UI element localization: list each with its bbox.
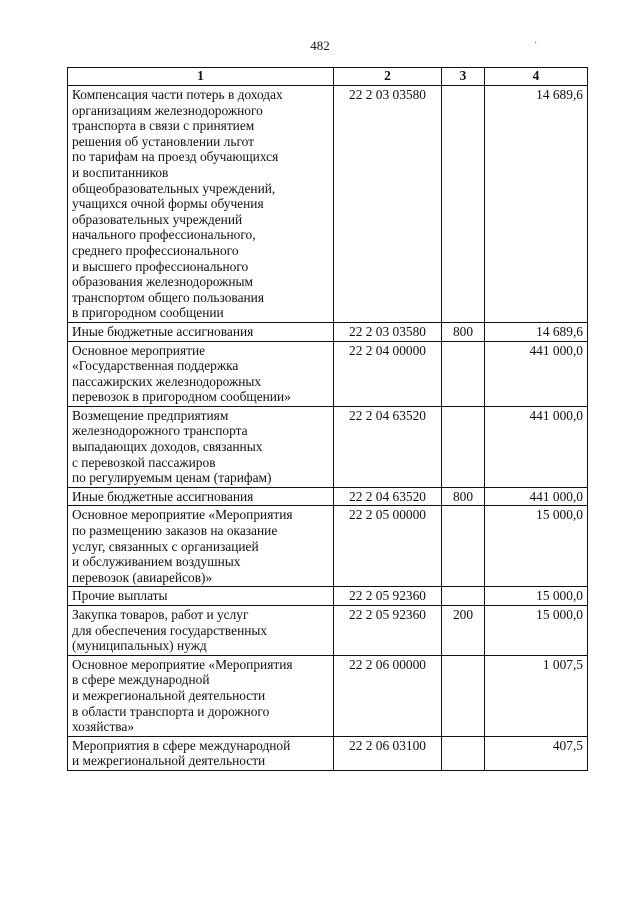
- row-name-line: Основное мероприятие: [72, 342, 206, 358]
- row-name-line: в сфере международной: [72, 672, 210, 688]
- row-name-line: с перевозкой пассажиров: [72, 454, 216, 470]
- row-name-cell: [68, 736, 334, 770]
- row-expense-type-cell: [442, 587, 485, 606]
- row-name-line: образовательных учреждений: [72, 211, 243, 227]
- row-name-line: учащихся очной формы обучения: [72, 196, 264, 212]
- row-name-line: образования железнодорожным: [72, 274, 254, 290]
- table-row: [68, 587, 588, 606]
- table-row: [68, 736, 588, 770]
- row-name-line: транспорта в связи с принятием: [72, 118, 255, 134]
- row-code-cell: 22 2 03 03580: [334, 86, 442, 323]
- row-amount-cell: 441 000,0: [485, 406, 588, 487]
- row-expense-type-cell: 200: [442, 606, 485, 656]
- row-name-cell: [68, 406, 334, 487]
- row-name-line: Иные бюджетные ассигнования: [72, 488, 254, 504]
- stray-mark: ': [535, 40, 537, 50]
- column-header-name: 1: [68, 68, 334, 86]
- row-name-line: пассажирских железнодорожных: [72, 373, 262, 389]
- row-name-line: Прочие выплаты: [72, 588, 168, 604]
- row-name-cell: [68, 341, 334, 406]
- row-expense-type-cell: 800: [442, 487, 485, 506]
- row-code-cell: 22 2 05 00000: [334, 506, 442, 587]
- row-amount-cell: 15 000,0: [485, 506, 588, 587]
- row-amount-cell: 441 000,0: [485, 341, 588, 406]
- table-row: [68, 322, 588, 341]
- row-name-line: среднего профессионального: [72, 242, 239, 258]
- table-row: [68, 655, 588, 736]
- row-amount-cell: 14 689,6: [485, 86, 588, 323]
- row-amount-cell: 441 000,0: [485, 487, 588, 506]
- row-code-cell: 22 2 04 63520: [334, 406, 442, 487]
- row-expense-type-cell: [442, 341, 485, 406]
- row-code-cell: 22 2 03 03580: [334, 322, 442, 341]
- row-amount-cell: 1 007,5: [485, 655, 588, 736]
- row-name-cell: [68, 655, 334, 736]
- row-name-line: и высшего профессионального: [72, 258, 249, 274]
- row-name-line: и межрегиональной деятельности: [72, 687, 266, 703]
- row-name-line: Мероприятия в сфере международной: [72, 737, 291, 753]
- row-name-line: (муниципальных) нужд: [72, 638, 207, 654]
- row-name-line: и межрегиональной деятельности: [72, 753, 266, 769]
- row-code-cell: 22 2 06 00000: [334, 655, 442, 736]
- row-name-line: железнодорожного транспорта: [72, 423, 248, 439]
- row-name-cell: [68, 606, 334, 656]
- row-name-line: хозяйства»: [72, 719, 135, 735]
- row-name-line: организациям железнодорожного: [72, 102, 263, 118]
- column-header-amount: 4: [485, 68, 588, 86]
- row-code-cell: 22 2 05 92360: [334, 606, 442, 656]
- row-name-line: Компенсация части потерь в доходах: [72, 87, 283, 102]
- row-amount-cell: 14 689,6: [485, 322, 588, 341]
- table-row: [68, 487, 588, 506]
- row-name-line: Возмещение предприятиям: [72, 407, 229, 423]
- row-name-line: Основное мероприятие «Мероприятия: [72, 656, 293, 672]
- table-row: [68, 606, 588, 656]
- row-name-line: по размещению заказов на оказание: [72, 523, 278, 539]
- row-name-line: и обслуживанием воздушных: [72, 554, 241, 570]
- row-name-line: транспортом общего пользования: [72, 289, 265, 305]
- header-row: [68, 68, 588, 86]
- table-row: [68, 406, 588, 487]
- row-expense-type-cell: 800: [442, 322, 485, 341]
- row-expense-type-cell: [442, 86, 485, 323]
- row-name-line: в области транспорта и дорожного: [72, 703, 270, 719]
- row-code-cell: 22 2 05 92360: [334, 587, 442, 606]
- row-name-line: Иные бюджетные ассигнования: [72, 323, 254, 339]
- row-expense-type-cell: [442, 406, 485, 487]
- row-name-line: и воспитанников: [72, 164, 169, 180]
- row-expense-type-cell: [442, 736, 485, 770]
- row-name-line: «Государственная поддержка: [72, 358, 239, 374]
- row-expense-type-cell: [442, 506, 485, 587]
- row-name-line: услуг, связанных с организацией: [72, 538, 259, 554]
- row-name-cell: [68, 322, 334, 341]
- row-name-line: по регулируемым ценам (тарифам): [72, 470, 272, 486]
- column-header-expense-type: 3: [442, 68, 485, 86]
- row-expense-type-cell: [442, 655, 485, 736]
- row-name-line: по тарифам на проезд обучающихся: [72, 149, 279, 165]
- table-row: [68, 506, 588, 587]
- row-name-cell: [68, 487, 334, 506]
- row-name-line: начального профессионального,: [72, 227, 256, 243]
- row-code-cell: 22 2 04 63520: [334, 487, 442, 506]
- row-code-cell: 22 2 04 00000: [334, 341, 442, 406]
- column-header-code: 2: [334, 68, 442, 86]
- row-amount-cell: 15 000,0: [485, 606, 588, 656]
- row-name-line: перевозок (авиарейсов)»: [72, 569, 213, 585]
- row-name-line: для обеспечения государственных: [72, 622, 268, 638]
- row-name-line: выпадающих доходов, связанных: [72, 439, 263, 455]
- row-name-cell: [68, 587, 334, 606]
- row-amount-cell: 407,5: [485, 736, 588, 770]
- row-name-line: решения об установлении льгот: [72, 133, 254, 149]
- row-name-line: в пригородном сообщении: [72, 305, 224, 321]
- row-name-line: Закупка товаров, работ и услуг: [72, 607, 249, 622]
- row-code-cell: 22 2 06 03100: [334, 736, 442, 770]
- row-name-line: перевозок в пригородном сообщении»: [72, 389, 291, 405]
- row-amount-cell: 15 000,0: [485, 587, 588, 606]
- row-name-cell: [68, 506, 334, 587]
- table-row: [68, 86, 588, 323]
- table-row: [68, 341, 588, 406]
- page-number: 482: [310, 38, 330, 53]
- budget-table: [67, 67, 588, 771]
- row-name-line: общеобразовательных учреждений,: [72, 180, 276, 196]
- row-name-line: Основное мероприятие «Мероприятия: [72, 507, 293, 523]
- row-name-cell: [68, 86, 334, 323]
- table-body: [68, 86, 588, 771]
